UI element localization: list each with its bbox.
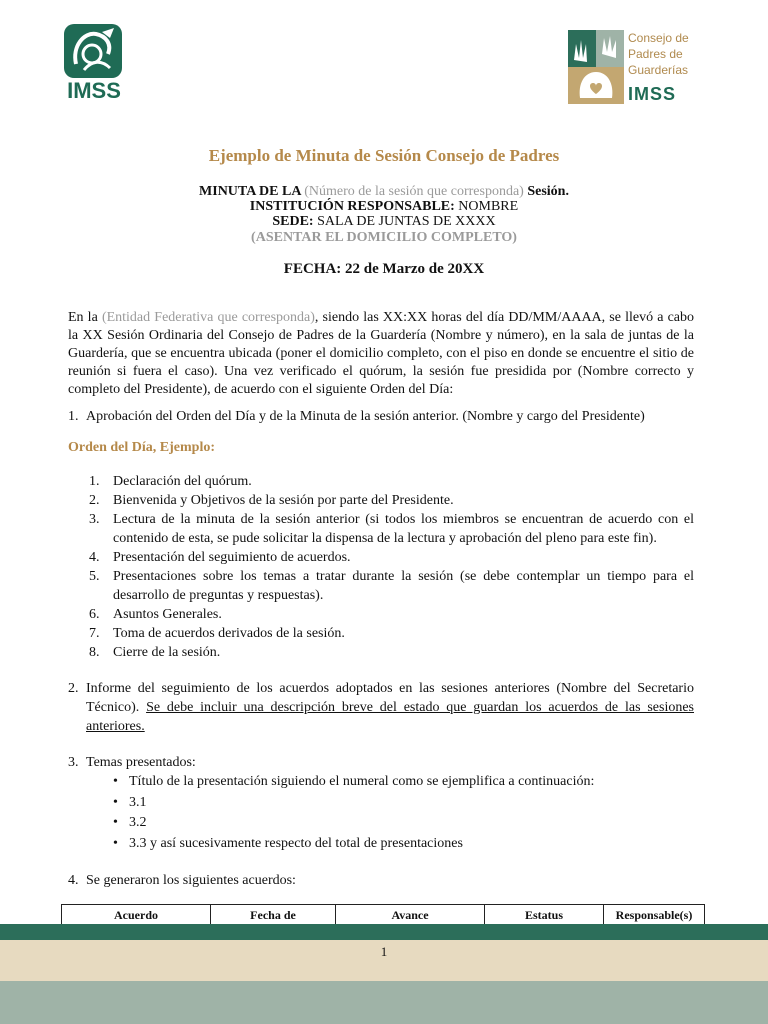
orden-item xyxy=(89,643,694,662)
orden-item-text: Bienvenida y Objetivos de la sesión por parte del Presidente. xyxy=(113,493,454,508)
table-header-estatus: Estatus xyxy=(485,905,604,926)
footer-band-green xyxy=(0,924,768,940)
orden-item-num: 4. xyxy=(89,550,100,565)
agenda-item-2 xyxy=(68,679,694,736)
orden-item-text: Asuntos Generales. xyxy=(113,607,222,622)
orden-item xyxy=(89,548,694,567)
temas-bullet-item: • 3.1 xyxy=(113,793,703,814)
temas-bullet-item: • Título de la presentación siguiendo el numeral como se ejemplifica a continuación: xyxy=(113,772,703,793)
agenda-item-4-num: 4. xyxy=(68,873,79,888)
orden-item-text: Declaración del quórum. xyxy=(113,474,252,489)
intro-paragraph xyxy=(68,309,694,399)
institucion-line xyxy=(0,199,768,215)
table-header-responsables: Responsable(s) xyxy=(604,905,705,926)
fecha-line: FECHA: 22 de Marzo de 20XX xyxy=(283,261,485,277)
orden-item-num: 2. xyxy=(89,493,100,508)
minuta-prefix: MINUTA DE LA xyxy=(199,184,305,199)
imss-logo xyxy=(62,24,126,104)
orden-item-num: 6. xyxy=(89,607,100,622)
orden-item-num: 8. xyxy=(89,645,100,660)
sede-value: SALA DE JUNTAS DE XXXX xyxy=(313,214,496,229)
agenda-item-3-text: Temas presentados: xyxy=(86,755,196,770)
sede-label: SEDE: xyxy=(272,214,314,229)
agenda-item-2-text: Informe del seguimiento de los acuerdos adoptados en las sesiones anteriores (Nombre del Secretario Técnico). xyxy=(86,681,694,715)
page-number: 1 xyxy=(380,944,388,959)
orden-item xyxy=(89,624,694,643)
agenda-item-2-num: 2. xyxy=(68,681,79,696)
orden-item-text: Lectura de la minuta de la sesión anterior (si todos los miembros se encuentran de acuerdo con el contenido de esta, se pude solicitar la dispensa de la lectura y aprobación del pleno para este fin). xyxy=(113,512,694,546)
orden-item xyxy=(89,510,694,548)
intro-rest: , siendo las XX:XX horas del día DD/MM/AAAA, se llevó a cabo la XX Sesión Ordinaria del Consejo de Padres de la Guardería (Nombre y número), en la sala de juntas de la Guardería, que se encuentra ubicada (poner el domicilio completo, con el piso en donde se encuentre el sitio de reunión si fuera el caso). Una vez verificado el quórum, la sesión fue presidida por (Nombre correcto y completo del Presidente), de acuerdo con el siguiente Orden del Día: xyxy=(68,310,694,397)
acuerdos-table-header-row xyxy=(62,905,705,926)
consejo-logo-line3: Guarderías xyxy=(628,63,689,77)
consejo-logo-line2: Padres de xyxy=(628,47,683,61)
consejo-logo-line1: Consejo de xyxy=(628,31,689,45)
minuta-suffix: Sesión. xyxy=(523,184,569,199)
document-title: Ejemplo de Minuta de Sesión Consejo de Padres xyxy=(208,146,560,165)
sede-line xyxy=(0,214,768,230)
orden-item-text: Toma de acuerdos derivados de la sesión. xyxy=(113,626,345,641)
consejo-padres-logo xyxy=(568,30,698,106)
agenda-item-4-text: Se generaron los siguientes acuerdos: xyxy=(86,873,296,888)
orden-item-text: Cierre de la sesión. xyxy=(113,645,221,660)
orden-item xyxy=(89,491,694,510)
temas-bullet-item: • 3.3 y así sucesivamente respecto del total de presentaciones xyxy=(113,834,703,855)
consejo-logo-imss: IMSS xyxy=(628,84,677,104)
orden-item-text: Presentación del seguimiento de acuerdos. xyxy=(113,550,351,565)
minuta-placeholder: (Número de la sesión que corresponda) xyxy=(304,184,524,199)
table-header-fecha: Fecha de xyxy=(211,905,336,926)
orden-list xyxy=(89,472,694,662)
temas-bullet-item: • 3.2 xyxy=(113,813,703,834)
orden-item-text: Presentaciones sobre los temas a tratar durante la sesión (se debe contemplar un tiempo para el desarrollo de preguntas y respuestas). xyxy=(113,569,694,603)
table-header-acuerdo: Acuerdo xyxy=(62,905,211,926)
domicilio-line: (ASENTAR EL DOMICILIO COMPLETO) xyxy=(251,230,517,245)
agenda-item-4 xyxy=(68,871,694,890)
table-header-avance: Avance xyxy=(336,905,485,926)
orden-item-num: 3. xyxy=(89,512,100,527)
institucion-value: NOMBRE xyxy=(454,199,519,214)
agenda-item-2-underlined: Se debe incluir una descripción breve del estado que guardan los acuerdos de las sesiones anteriores. xyxy=(86,700,694,734)
orden-item-num: 5. xyxy=(89,569,100,584)
imss-logo-text: IMSS xyxy=(67,78,121,103)
institucion-label: INSTITUCIÓN RESPONSABLE: xyxy=(249,199,455,214)
orden-item xyxy=(89,472,694,491)
orden-item xyxy=(89,605,694,624)
acuerdos-table xyxy=(61,904,705,926)
intro-start: En la xyxy=(68,310,102,325)
intro-placeholder: (Entidad Federativa que corresponda) xyxy=(101,310,315,325)
footer-band-sage xyxy=(0,981,768,1024)
minuta-line xyxy=(0,184,768,200)
orden-item xyxy=(89,567,694,605)
agenda-item-1 xyxy=(68,407,694,426)
agenda-item-3-num: 3. xyxy=(68,755,79,770)
agenda-item-3 xyxy=(68,753,694,772)
temas-bullet-list xyxy=(113,772,703,854)
agenda-item-1-num: 1. xyxy=(68,409,79,424)
orden-item-num: 7. xyxy=(89,626,100,641)
agenda-item-1-text: Aprobación del Orden del Día y de la Minuta de la sesión anterior. (Nombre y cargo del Presidente) xyxy=(86,409,645,424)
orden-heading: Orden del Día, Ejemplo: xyxy=(68,440,215,455)
orden-item-num: 1. xyxy=(89,474,100,489)
